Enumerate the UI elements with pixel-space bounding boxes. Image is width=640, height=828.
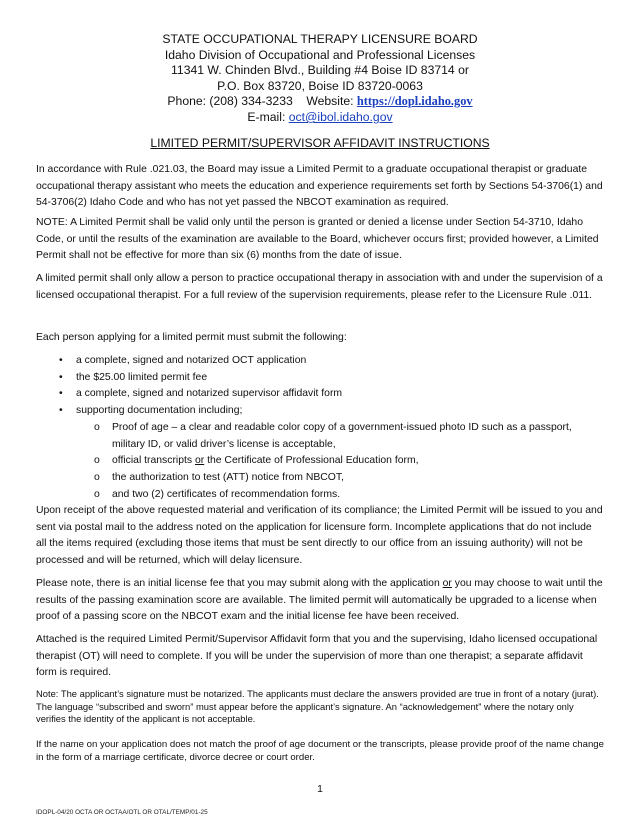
- board-name: STATE OCCUPATIONAL THERAPY LICENSURE BOARD: [162, 32, 478, 46]
- bullet-icon: •: [59, 371, 63, 383]
- list-item: • a complete, signed and notarized supervisor affidavit form: [58, 386, 604, 403]
- circle-bullet-icon: o: [94, 488, 100, 500]
- contact-line: [0, 94, 640, 110]
- email-line: [0, 110, 640, 126]
- requirements-list: [58, 353, 604, 503]
- form-code-footer: IDOPL-04/20 OCTA OR OCTAA/OTL OR OTAL/TEMP/01-25: [36, 809, 208, 816]
- circle-bullet-icon: o: [94, 455, 100, 467]
- po-box: P.O. Box 83720, Boise ID 83720-0063: [217, 78, 423, 93]
- supporting-docs-list: [94, 420, 604, 504]
- page-number: 1: [317, 784, 323, 795]
- paragraph-requirements-intro: Each person applying for a limited permit must submit the following:: [36, 332, 347, 343]
- website-label: Website:: [306, 94, 354, 109]
- list-item: o and two (2) certificates of recommendation forms.: [94, 487, 604, 504]
- website-link[interactable]: https://dopl.idaho.gov: [356, 94, 473, 109]
- paragraph-affidavit: Attached is the required Limited Permit/Supervisor Affidavit form that you and the supervising, Idaho licensed occupational therapist (OT) will need to complete. If you will be under the supervision of more than one therapist; a separate affidavit form is required.: [36, 634, 598, 679]
- paragraph-supervision: A limited permit shall only allow a person to practice occupational therapy in association with and under the supervision of a licensed occupational therapist. For a full review of the supervision requirements, please refer to the Licensure Rule .011.: [36, 273, 603, 301]
- circle-bullet-icon: o: [94, 471, 100, 483]
- email-link[interactable]: oct@ibol.idaho.gov: [288, 109, 393, 124]
- email-label: E-mail:: [247, 109, 286, 124]
- paragraph-processing: Upon receipt of the above requested material and verification of its compliance; the Limited Permit will be issued to you and sent via postal mail to the address noted on the application for licensure form. Incomplete applications that do not include all the items required (excluding those items that must be sent directly to our office from an issuing authority) will not be processed and will be returned, which will delay licensure.: [36, 505, 603, 567]
- document-title: LIMITED PERMIT/SUPERVISOR AFFIDAVIT INSTRUCTIONS: [150, 136, 490, 150]
- list-item: • supporting documentation including; o Proof of age – a clear and readable color copy of a government-issued photo ID such as a passport, military ID, or valid driver’s license is acceptable, o official transcripts or the Certificate of Professional Education form, o the authorization to test (ATT) notice from NBCOT, o and two (2) certificates of recommendation forms.: [58, 403, 604, 503]
- list-item: o Proof of age – a clear and readable color copy of a government-issued photo ID such as a passport, military ID, or valid driver’s license is acceptable,: [94, 421, 572, 450]
- bullet-icon: •: [59, 388, 63, 400]
- street-address: 11341 W. Chinden Blvd., Building #4 Boise ID 83714 or: [171, 63, 469, 78]
- paragraph-rule: In accordance with Rule .021.03, the Board may issue a Limited Permit to a graduate occupational therapist or graduate occupational therapy assistant who meets the education and experience requirements set forth by Sections 54-3706(1) and 54-3706(2) Idaho Code and who has not yet passed the NBCOT examination as required.: [36, 164, 603, 209]
- paragraph-name-change: If the name on your application does not match the proof of age document or the transcripts, please provide proof of the name change in the form of a marriage certificate, divorce decree or court order.: [36, 739, 604, 763]
- phone: Phone: (208) 334-3233: [167, 94, 293, 109]
- circle-bullet-icon: o: [94, 421, 100, 433]
- list-item: • a complete, signed and notarized OCT application: [58, 353, 604, 370]
- bullet-icon: •: [59, 355, 63, 366]
- paragraph-license-fee: Please note, there is an initial license fee that you may submit along with the application or you may choose to wait until the results of the passing examination score are available. The limited permit will automatically be upgraded to a license when proof of a passing score on the NBCOT exam and the initial license fee have been received.: [36, 578, 603, 623]
- list-item: • the $25.00 limited permit fee: [58, 370, 604, 387]
- bullet-icon: •: [59, 405, 63, 417]
- letterhead: [0, 32, 640, 126]
- division-name: Idaho Division of Occupational and Professional Licenses: [164, 47, 476, 62]
- notary-note: Note: The applicant’s signature must be notarized. The applicants must declare the answers provided are true in front of a notary (jurat). The language “subscribed and sworn” must appear before the applicant’s signature. An “acknowledgement” where the notary only verifies the identity of the applicant is not acceptable.: [36, 688, 599, 725]
- list-item: o the authorization to test (ATT) notice from NBCOT,: [94, 470, 604, 487]
- paragraph-note: NOTE: A Limited Permit shall be valid only until the person is granted or denied a license under Section 54-3710, Idaho Code, or until the results of the examination are available to the Board, whichever occurs first; provided however, a Limited Permit shall not be effective for more than six (6) months from the date of issue.: [36, 217, 599, 262]
- list-item: o official transcripts or the Certificate of Professional Education form,: [94, 453, 604, 470]
